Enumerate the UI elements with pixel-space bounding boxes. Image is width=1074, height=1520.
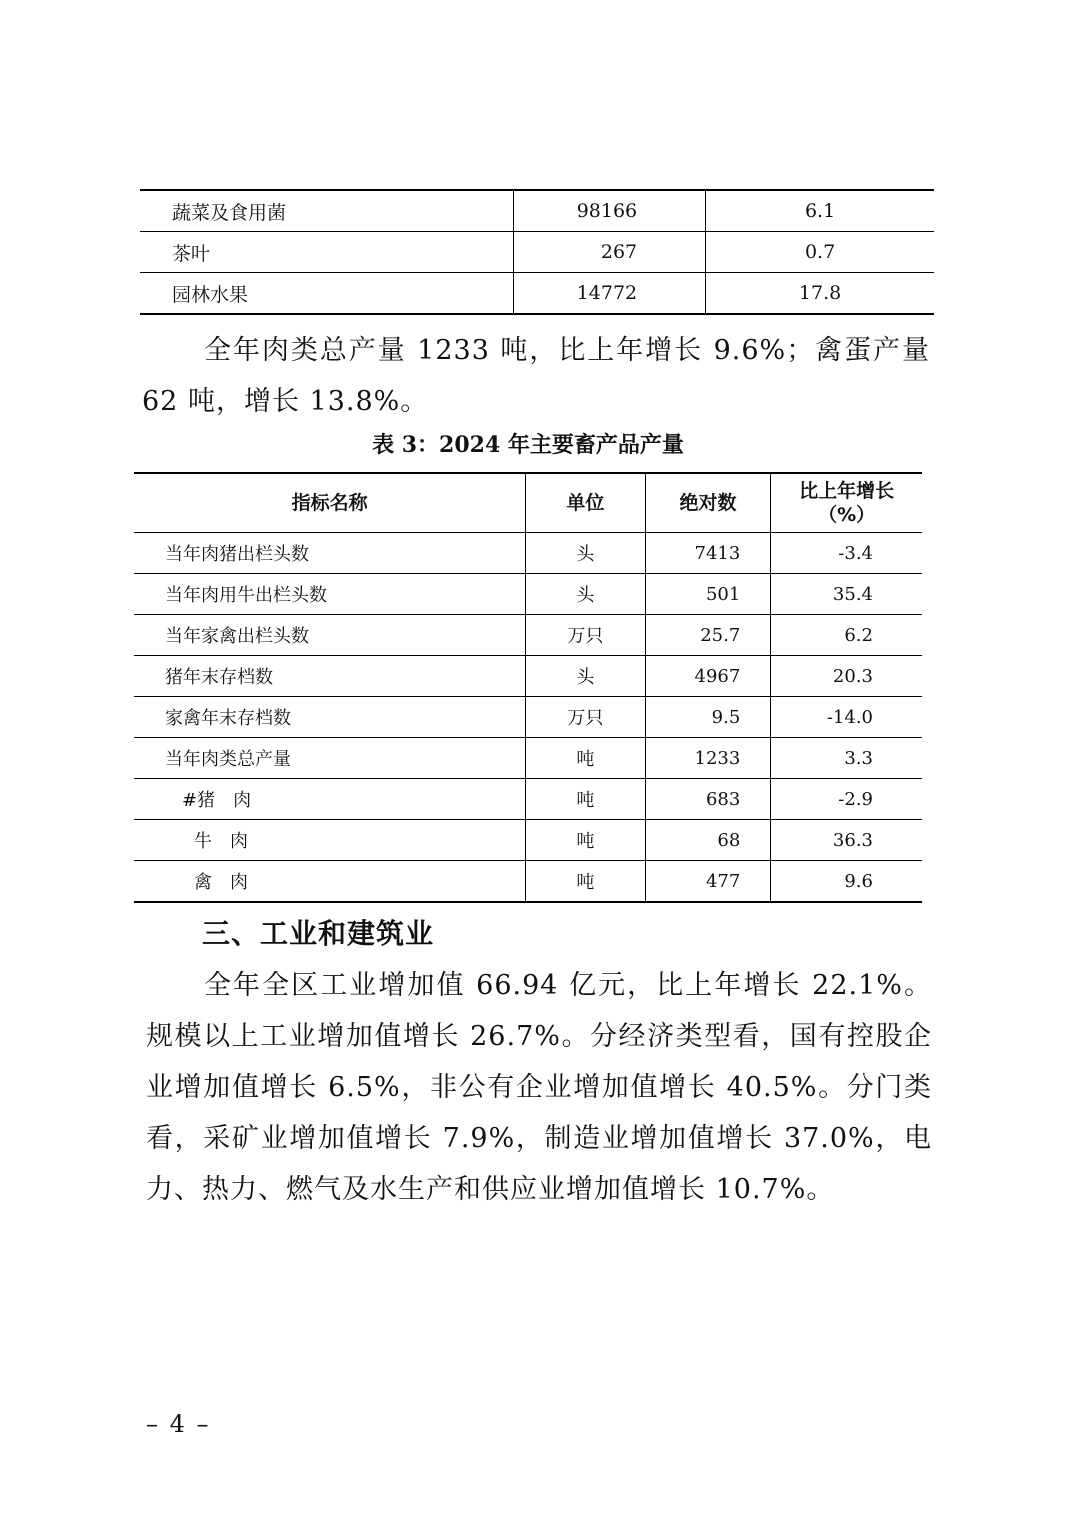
row-growth: -3.4: [771, 533, 922, 574]
table-header-row: [134, 473, 922, 533]
table-row: [140, 190, 934, 232]
row-unit: 头: [526, 656, 645, 697]
section-heading: 三、工业和建筑业: [202, 917, 435, 950]
row-unit: 头: [526, 533, 645, 574]
table-row: [134, 861, 922, 903]
row-value: 98166: [514, 190, 706, 232]
row-value: 1233: [645, 738, 771, 779]
table-row: [134, 779, 922, 820]
page-number: – 4 –: [146, 1410, 211, 1438]
header-growth: [771, 473, 922, 533]
row-growth: 6.2: [771, 615, 922, 656]
row-value: 683: [645, 779, 771, 820]
livestock-output-table: [134, 472, 922, 903]
table-row: [134, 656, 922, 697]
row-growth: -2.9: [771, 779, 922, 820]
row-name: 茶叶: [140, 232, 514, 273]
row-name: 当年肉猪出栏头数: [134, 533, 526, 574]
header-name: 指标名称: [134, 473, 526, 533]
row-unit: 头: [526, 574, 645, 615]
table-row: [134, 574, 922, 615]
meat-output-paragraph: 全年肉类总产量 1233 吨，比上年增长 9.6%；禽蛋产量 62 吨，增长 13.8%。: [142, 335, 930, 417]
row-name: 猪年末存档数: [134, 656, 526, 697]
row-name: 牛 肉: [134, 820, 526, 861]
row-value: 501: [645, 574, 771, 615]
row-value: 477: [645, 861, 771, 903]
row-growth: 17.8: [798, 282, 842, 304]
row-value: 7413: [645, 533, 771, 574]
table-row: [134, 820, 922, 861]
row-growth: 6.1: [706, 190, 934, 232]
row-unit: 吨: [526, 820, 645, 861]
table-row: [140, 232, 934, 273]
row-value: 68: [645, 820, 771, 861]
row-unit: 万只: [526, 615, 645, 656]
row-name: 禽 肉: [134, 861, 526, 903]
crop-output-table: [140, 189, 934, 315]
row-growth: 0.7: [706, 232, 934, 273]
row-name: 当年肉类总产量: [134, 738, 526, 779]
header-growth-line1: 比上年增长: [799, 480, 895, 502]
row-name: 蔬菜及食用菌: [140, 190, 514, 232]
row-value: 4967: [645, 656, 771, 697]
table-row: [134, 697, 922, 738]
row-growth: 9.6: [844, 870, 873, 892]
row-growth: -14.0: [771, 697, 922, 738]
table-caption: 表 3：2024 年主要畜产品产量: [372, 432, 684, 458]
row-growth: 20.3: [771, 656, 922, 697]
header-growth-line2: （%）: [818, 504, 876, 526]
row-growth: 36.3: [771, 820, 922, 861]
row-name: 当年肉用牛出栏头数: [134, 574, 526, 615]
table-row: [134, 738, 922, 779]
row-unit: 吨: [526, 779, 645, 820]
row-value: 14772: [514, 273, 706, 315]
table-row: [134, 533, 922, 574]
row-value: 267: [514, 232, 706, 273]
table-row: [140, 273, 934, 315]
row-value: 9.5: [645, 697, 771, 738]
row-growth: 35.4: [771, 574, 922, 615]
table-row: [134, 615, 922, 656]
row-name: 家禽年末存档数: [134, 697, 526, 738]
row-value: 25.7: [645, 615, 771, 656]
row-unit: 吨: [526, 861, 645, 903]
row-unit: 吨: [526, 738, 645, 779]
row-name: #猪 肉: [134, 779, 526, 820]
row-name: 园林水果: [140, 273, 514, 315]
row-unit: 万只: [526, 697, 645, 738]
row-growth: 3.3: [771, 738, 922, 779]
header-value: 绝对数: [645, 473, 771, 533]
header-unit: 单位: [526, 473, 645, 533]
row-name: 当年家禽出栏头数: [134, 615, 526, 656]
industry-paragraph: 全年全区工业增加值 66.94 亿元，比上年增长 22.1%。规模以上工业增加值增长 26.7%。分经济类型看，国有控股企业增加值增长 6.5%，非公有企业增加值增长 40.5%。分门类看，采矿业增加值增长 7.9%，制造业增加值增长 37.0%，电力、热力、燃气及水生产和供应业增加值增长 10.7%。: [146, 970, 932, 1205]
